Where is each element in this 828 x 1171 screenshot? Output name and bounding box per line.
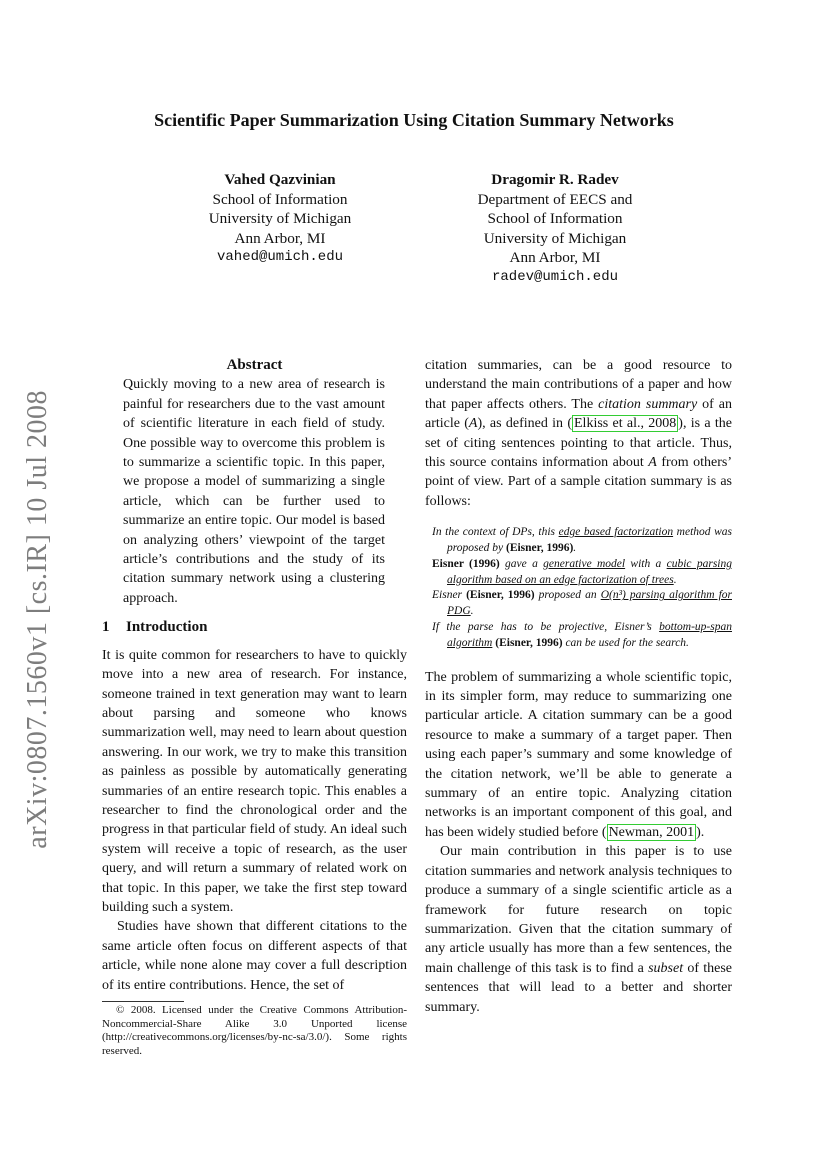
- term-subset: subset: [648, 960, 684, 976]
- right-column: [425, 356, 732, 1017]
- footnote-divider: [102, 1001, 184, 1002]
- citation-link-newman[interactable]: Newman, 2001: [608, 824, 695, 840]
- section-heading-introduction: [102, 618, 407, 637]
- sample-sentence-4: If the parse has to be projective, Eisner’s bottom-up-span algorithm (Eisner, 1996) can be used for the search.: [432, 621, 732, 649]
- author-name: Vahed Qazvinian: [224, 171, 336, 188]
- section-title: Introduction: [126, 619, 208, 636]
- intro-paragraph-2: Studies have shown that different citations to the same article often focus on different aspects of that article, while none alone may cover a full description of its entire contributions. Hence, the set of: [102, 919, 407, 993]
- term-citation-summary: citation summary: [598, 396, 698, 412]
- right-paragraph-1: citation summaries, can be a good resource to understand the main contributions of a paper and how that paper affects others. The citation summary of an article (A), as defined in ( Elkiss et al., 2008 ), is a the set of citing sentences pointing to that article. Thus, this source contains information about A from others’ point of view. Part of a sample citation summary is as follows:: [425, 358, 732, 509]
- sample-citation: Eisner (1996): [432, 557, 500, 570]
- author-block-2: [450, 170, 660, 288]
- right-paragraph-2: The problem of summarizing a whole scientific topic, in its simpler form, may reduce to summarizing one particular article. A citation summary can be a good resource to make a summary of a target paper. Then using each paper’s summary and some knowledge of the citation network, we’ll be able to generate a summary of an entire topic. Analyzing citation networks is an important component of this goal, and has been widely studied before ( Newman, 2001 ).: [425, 669, 732, 840]
- author-name: Dragomir R. Radev: [491, 171, 619, 188]
- author-email: radev@umich.edu: [491, 268, 619, 285]
- author-affiliation-line: University of Michigan: [208, 210, 352, 228]
- section-number: 1: [102, 619, 110, 636]
- author-affiliation-line: Department of EECS and: [477, 190, 633, 208]
- paper-title: Scientific Paper Summarization Using Citation Summary Networks: [154, 110, 674, 130]
- arxiv-identifier: arXiv:0807.1560v1 [cs.IR] 10 Jul 2008: [22, 390, 53, 849]
- sample-citation: (Eisner, 1996): [505, 542, 574, 555]
- variable-a: A: [468, 416, 478, 432]
- sample-sentence-2: Eisner (1996) gave a generative model with a cubic parsing algorithm based on an edge factorization of trees.: [432, 557, 732, 586]
- intro-paragraph-1: It is quite common for researchers to have to quickly move into a new area of research. For instance, someone trained in text generation may want to learn about parsing and someone who knows summarization well, may need to learn about question answering. In our work, we try to make this transition as painless as possible by automatically generating summaries of an entire research topic. This enables a researcher to find the chronological order and the progress in that particular field of study. An ideal such system will receive a topic of research, as the user query, and will return a summary of related work on that topic. In this paper, we take the first step toward building such a system.: [102, 647, 407, 915]
- sample-citation: (Eisner, 1996): [492, 636, 563, 649]
- author-affiliation-line: University of Michigan: [483, 229, 627, 247]
- author-email: vahed@umich.edu: [216, 249, 344, 266]
- citation-link-elkiss[interactable]: Elkiss et al., 2008: [574, 416, 677, 432]
- variable-a: A: [648, 455, 657, 471]
- sample-citation-summary: [425, 525, 732, 651]
- left-column: [102, 356, 407, 1058]
- abstract-text: Quickly moving to a new area of research is painful for researchers due to the vast amount of scientific literature in each field of study. One possible way to overcome this problem is to summarize a scientific topic. In this paper, we propose a model of summarizing a single article, which can be further used to summarize an entire topic. Our model is based on analyzing others’ viewpoint of the target article’s contributions and the study of its citation summary network using a clustering approach.: [123, 377, 385, 606]
- sample-sentence-3: Eisner (Eisner, 1996) proposed an O(n³) parsing algorithm for PDG.: [432, 589, 732, 618]
- sample-citation: (Eisner, 1996): [466, 589, 535, 602]
- author-block-1: [180, 170, 380, 268]
- author-affiliation-line: School of Information: [212, 190, 348, 208]
- author-affiliation-line: Ann Arbor, MI: [234, 229, 326, 247]
- abstract-heading: Abstract: [226, 357, 283, 373]
- sample-sentence-1: In the context of DPs, this edge based factorization method was proposed by (Eisner, 1996).: [432, 526, 733, 555]
- license-footnote: © 2008. Licensed under the Creative Commons Attribution-Noncommercial-Share Alike 3.0 Unported license (http://creativecommons.org/licenses/by-nc-sa/3.0/). Some rights reserved.: [102, 1004, 407, 1057]
- right-paragraph-3: Our main contribution in this paper is to use citation summaries and network analysis techniques to produce a summary of a single scientific article as a framework for future research on topic summarization. Given that the citation summary of any article usually has more than a few sentences, the main challenge of this task is to find a subset of these sentences that will lead to a better and shorter summary.: [425, 844, 732, 1015]
- author-affiliation-line: Ann Arbor, MI: [509, 249, 601, 267]
- author-affiliation-line: School of Information: [487, 210, 623, 228]
